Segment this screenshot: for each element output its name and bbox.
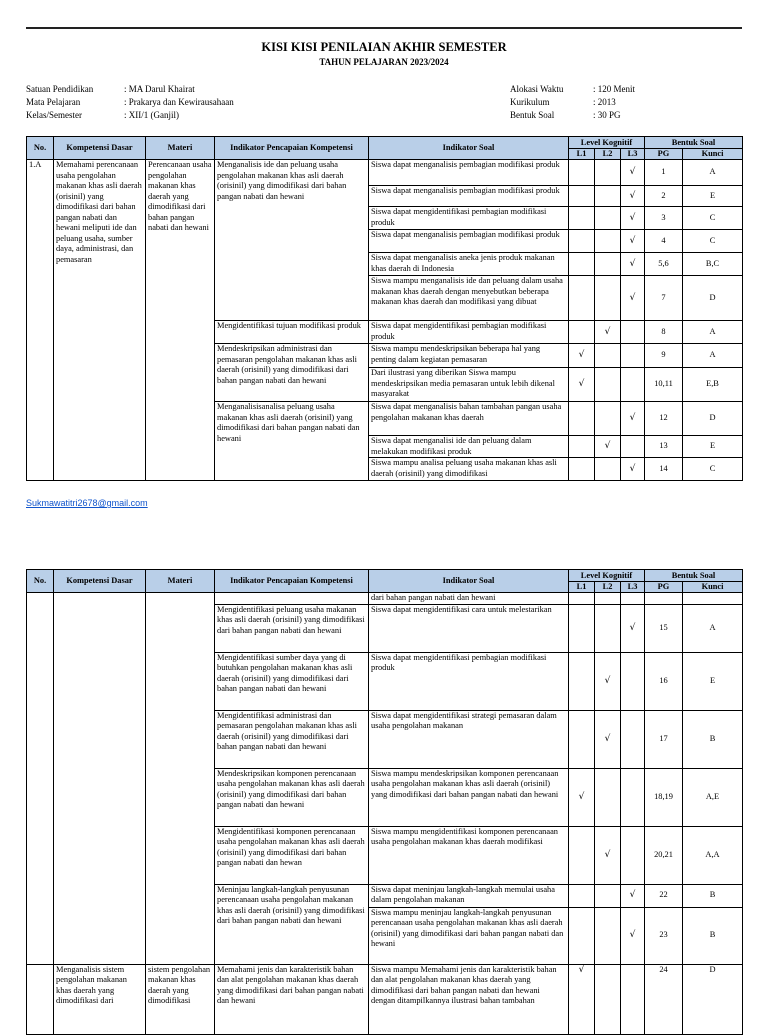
ipk-cell: Memahami jenis dan karakteristik bahan dan alat pengolahan makanan khas daerah yang dimodifikasi dari bahan pangan nabati dan hewani xyxy=(215,964,369,1034)
pg-cell: 8 xyxy=(645,321,683,344)
soal-cell: Siswa mampu mendeskripsikan komponen perencanaan usaha pengolahan makanan khas asli daerah (orisinil) yang dimodifikasi dari bahan pangan nabati dan hewani xyxy=(369,768,569,826)
l2-cell: √ xyxy=(595,652,621,710)
ipk-cell: Menganalisis ide dan peluang usaha pengolahan makanan khas asli daerah (orisinil) yang dimodifikasi dari bahan pangan nabati dan hewani xyxy=(215,160,369,321)
l1-cell xyxy=(569,884,595,907)
l1-cell xyxy=(569,207,595,230)
kunci-cell: A xyxy=(683,604,743,652)
header-kunci: Kunci xyxy=(683,149,743,160)
soal-cell: Siswa dapat mengidentifikasi pembagian modifikasi produk xyxy=(369,652,569,710)
kunci-cell: A,A xyxy=(683,826,743,884)
kompetensi-dasar-cell: Memahami perencanaan usaha pengolahan makanan khas asli daerah (orisinil) yang dimodifikasi dari bahan pangan nabati dan hewani meliputi ide dan peluang usaha, sumber daya, administrasi, dan pemasaran xyxy=(54,160,146,481)
l3-cell: √ xyxy=(621,207,645,230)
materi-cell xyxy=(146,593,215,965)
pg-cell: 3 xyxy=(645,207,683,230)
info-label: Kurikulum xyxy=(510,97,550,107)
kunci-cell: D xyxy=(683,276,743,321)
pg-cell: 4 xyxy=(645,230,683,253)
materi-cell: sistem pengolahan makanan khas daerah yang dimodifikasi xyxy=(146,964,215,1034)
l2-cell xyxy=(595,253,621,276)
kunci-cell xyxy=(683,593,743,605)
soal-continuation-cell: dari bahan pangan nabati dan hewani xyxy=(369,593,569,605)
l1-cell: √ xyxy=(569,368,595,402)
l3-cell: √ xyxy=(621,458,645,481)
l2-cell xyxy=(595,458,621,481)
pg-cell: 9 xyxy=(645,344,683,368)
l2-cell xyxy=(595,593,621,605)
pg-cell: 22 xyxy=(645,884,683,907)
kunci-cell: E xyxy=(683,436,743,458)
header-l1: L1 xyxy=(569,582,595,593)
pg-cell: 18,19 xyxy=(645,768,683,826)
l3-cell: √ xyxy=(621,402,645,436)
soal-cell: Siswa dapat meninjau langkah-langkah memulai usaha dalam pengolahan makanan xyxy=(369,884,569,907)
ipk-cell: Mengidentifikasi tujuan modifikasi produk xyxy=(215,321,369,344)
header-bentuk-soal: Bentuk Soal xyxy=(645,570,743,582)
kunci-cell: C xyxy=(683,230,743,253)
kunci-cell: C xyxy=(683,207,743,230)
l3-cell: √ xyxy=(621,253,645,276)
ipk-cell: Meninjau langkah-langkah penyusunan perencanaan usaha pengolahan makanan khas asli daerah (orisinil) yang dimodifikasi dari bahan pangan nabati dan hewani xyxy=(215,884,369,964)
l1-cell xyxy=(569,321,595,344)
soal-cell: Siswa mampu analisa peluang usaha makanan khas asli daerah (orisinil) yang dimodifikasi xyxy=(369,458,569,481)
info-value: : 2013 xyxy=(593,97,616,107)
document-title: KISI KISI PENILAIAN AKHIR SEMESTER xyxy=(261,40,507,54)
soal-cell: Siswa mampu mendeskripsikan beberapa hal yang penting dalam kegiatan pemasaran xyxy=(369,344,569,368)
header-indikator-soal: Indikator Soal xyxy=(369,137,569,160)
materi-cell: Perencanaan usaha pengolahan makanan khas daerah yang dimodifikasi dari bahan pangan nabati dan hewani xyxy=(146,160,215,481)
header-bentuk-soal: Bentuk Soal xyxy=(645,137,743,149)
l2-cell xyxy=(595,207,621,230)
header-materi: Materi xyxy=(146,570,215,593)
soal-cell: Siswa mampu meninjau langkah-langkah penyusunan perencanaan usaha pengolahan makanan khas asli daerah (orisinil) yang dimodifikasi dari bahan pangan nabati dan hewani xyxy=(369,907,569,964)
l1-cell xyxy=(569,604,595,652)
l1-cell: √ xyxy=(569,768,595,826)
l1-cell xyxy=(569,907,595,964)
info-label: Alokasi Waktu xyxy=(510,84,564,94)
ipk-cell: Mengidentifikasi sumber daya yang di butuhkan pengolahan makanan khas asli daerah (orisinil) yang dimodifikasi dari bahan pangan nabati dan hewani xyxy=(215,652,369,710)
pg-cell: 7 xyxy=(645,276,683,321)
info-value: : 120 Menit xyxy=(593,84,635,94)
kunci-cell: A,E xyxy=(683,768,743,826)
info-label: Mata Pelajaran xyxy=(26,97,81,107)
soal-cell: Siswa dapat menganalisis pembagian modifikasi produk xyxy=(369,160,569,186)
ipk-cell: Mendeskripsikan komponen perencanaan usaha pengolahan makanan khas asli daerah (orisinil) yang dimodifikasi dari bahan pangan nabati dan hewani xyxy=(215,768,369,826)
info-value: : 30 PG xyxy=(593,110,621,120)
header-kompetensi-dasar: Kompetensi Dasar xyxy=(54,570,146,593)
kisi-kisi-table-page-2 xyxy=(26,569,743,1035)
l3-cell xyxy=(621,826,645,884)
pg-cell: 24 xyxy=(645,964,683,1034)
pg-cell: 2 xyxy=(645,186,683,207)
info-value: : MA Darul Khairat xyxy=(124,84,195,94)
l2-cell xyxy=(595,907,621,964)
kunci-cell: C xyxy=(683,458,743,481)
header-indikator-soal: Indikator Soal xyxy=(369,570,569,593)
l3-cell xyxy=(621,768,645,826)
l2-cell xyxy=(595,276,621,321)
ipk-cell: Mengidentifikasi komponen perencanaan usaha pengolahan makanan khas asli daerah (orisinil) yang dimodifikasi dari bahan pangan nabati dan hewan xyxy=(215,826,369,884)
pg-cell: 20,21 xyxy=(645,826,683,884)
kunci-cell: E xyxy=(683,652,743,710)
l1-cell xyxy=(569,160,595,186)
l3-cell xyxy=(621,593,645,605)
l2-cell: √ xyxy=(595,826,621,884)
kunci-cell: D xyxy=(683,402,743,436)
pg-cell: 14 xyxy=(645,458,683,481)
info-label: Kelas/Semester xyxy=(26,110,82,120)
info-right xyxy=(510,83,635,122)
kunci-cell: A xyxy=(683,160,743,186)
l2-cell: √ xyxy=(595,321,621,344)
l3-cell: √ xyxy=(621,604,645,652)
pg-cell xyxy=(645,593,683,605)
ipk-cell: Mendeskripsikan administrasi dan pemasaran pengolahan makanan khas asli daerah (orisinil) yang dimodifikasi dari bahan pangan nabati dan hewani xyxy=(215,344,369,402)
l2-cell xyxy=(595,186,621,207)
pg-cell: 12 xyxy=(645,402,683,436)
pg-cell: 13 xyxy=(645,436,683,458)
info-label: Satuan Pendidikan xyxy=(26,84,94,94)
l3-cell: √ xyxy=(621,160,645,186)
kunci-cell: A xyxy=(683,344,743,368)
l2-cell xyxy=(595,230,621,253)
l1-cell xyxy=(569,826,595,884)
kunci-cell: E xyxy=(683,186,743,207)
l2-cell xyxy=(595,368,621,402)
l1-cell xyxy=(569,652,595,710)
header-indikator-pencapaian: Indikator Pencapaian Kompetensi xyxy=(215,570,369,593)
document-subtitle: TAHUN PELAJARAN 2023/2024 xyxy=(319,57,449,67)
header-kompetensi-dasar: Kompetensi Dasar xyxy=(54,137,146,160)
l3-cell xyxy=(621,321,645,344)
l2-cell: √ xyxy=(595,710,621,768)
l3-cell xyxy=(621,652,645,710)
top-rule xyxy=(26,27,742,29)
header-l2: L2 xyxy=(595,582,621,593)
soal-cell: Siswa mampu menganalisis ide dan peluang dalam usaha makanan khas daerah dengan menyebutkan beberapa makanan khas daerah dan modifikasi yang dibuat xyxy=(369,276,569,321)
soal-cell: Siswa dapat menganalisis bahan tambahan pangan usaha pengolahan makanan khas daerah xyxy=(369,402,569,436)
header-l2: L2 xyxy=(595,149,621,160)
l1-cell xyxy=(569,402,595,436)
pg-cell: 5,6 xyxy=(645,253,683,276)
l2-cell xyxy=(595,768,621,826)
l3-cell xyxy=(621,436,645,458)
l1-cell xyxy=(569,253,595,276)
l1-cell xyxy=(569,436,595,458)
l3-cell: √ xyxy=(621,884,645,907)
soal-cell: Siswa dapat mengidentifikasi strategi pemasaran dalam usaha pengolahan makanan xyxy=(369,710,569,768)
l1-cell xyxy=(569,593,595,605)
kompetensi-dasar-cell xyxy=(54,593,146,965)
kunci-cell: B xyxy=(683,710,743,768)
l1-cell xyxy=(569,230,595,253)
pg-cell: 17 xyxy=(645,710,683,768)
soal-cell: Siswa dapat menganalisi ide dan peluang dalam melakukan modifikasi produk xyxy=(369,436,569,458)
soal-cell: Siswa dapat menganalisis aneka jenis produk makanan khas daerah di Indonesia xyxy=(369,253,569,276)
header-level-kognitif: Level Kognitif xyxy=(569,570,645,582)
pg-cell: 16 xyxy=(645,652,683,710)
l3-cell: √ xyxy=(621,230,645,253)
pg-cell: 1 xyxy=(645,160,683,186)
kunci-cell: A xyxy=(683,321,743,344)
l2-cell xyxy=(595,160,621,186)
pg-cell: 23 xyxy=(645,907,683,964)
l1-cell xyxy=(569,186,595,207)
l1-cell: √ xyxy=(569,964,595,1034)
soal-cell: Siswa mampu Memahami jenis dan karakteristik bahan dan alat pengolahan makanan khas daerah yang dimodifikasi dari bahan pangan nabati dan hewani dengan ditampilkannya ilustrasi bahan tambahan xyxy=(369,964,569,1034)
l2-cell xyxy=(595,402,621,436)
ipk-cell: Mengidentifikasi administrasi dan pemasaran pengolahan makanan khas asli daerah (orisinil) yang dimodifikasi dari bahan pangan nabati dan hewani xyxy=(215,710,369,768)
soal-cell: Siswa dapat mengidentifikasi pembagian modifikasi produk xyxy=(369,321,569,344)
l3-cell: √ xyxy=(621,276,645,321)
info-left xyxy=(26,83,234,122)
info-value: : Prakarya dan Kewirausahaan xyxy=(124,97,234,107)
soal-cell: Siswa dapat mengidentifikasi pembagian modifikasi produk xyxy=(369,207,569,230)
soal-cell: Siswa dapat menganalisis pembagian modifikasi produk xyxy=(369,230,569,253)
l2-cell: √ xyxy=(595,436,621,458)
l3-cell xyxy=(621,368,645,402)
header-l3: L3 xyxy=(621,149,645,160)
info-label: Bentuk Soal xyxy=(510,110,555,120)
kunci-cell: E,B xyxy=(683,368,743,402)
l1-cell xyxy=(569,458,595,481)
l2-cell xyxy=(595,884,621,907)
header-kunci: Kunci xyxy=(683,582,743,593)
soal-cell: Siswa mampu mengidentifikasi komponen perencanaan usaha pengolahan makanan khas daerah modifikasi xyxy=(369,826,569,884)
l1-cell: √ xyxy=(569,344,595,368)
ipk-cell: Menganalisisanalisa peluang usaha makanan khas asli daerah (orisinil) yang dimodifikasi dari bahan pangan nabati dan hewani xyxy=(215,402,369,481)
ipk-cell: Mengidentifikasi peluang usaha makanan khas asli daerah (orisinil) yang dimodifikasi dari bahan pangan nabati dan hewani xyxy=(215,604,369,652)
header-no: No. xyxy=(27,137,54,160)
info-value: : XII/1 (Ganjil) xyxy=(124,110,179,120)
kisi-kisi-table-page-1 xyxy=(26,136,743,481)
soal-cell: Dari ilustrasi yang diberikan Siswa mampu mendeskripsikan media pemasaran untuk lebih dikenal masyarakat xyxy=(369,368,569,402)
header-indikator-pencapaian: Indikator Pencapaian Kompetensi xyxy=(215,137,369,160)
l1-cell xyxy=(569,276,595,321)
header-l1: L1 xyxy=(569,149,595,160)
header-no: No. xyxy=(27,570,54,593)
header-pg: PG xyxy=(645,149,683,160)
l3-cell: √ xyxy=(621,186,645,207)
ipk-cell xyxy=(215,593,369,605)
row-number: 1.A xyxy=(27,160,54,481)
kunci-cell: B xyxy=(683,884,743,907)
header-level-kognitif: Level Kognitif xyxy=(569,137,645,149)
header-pg: PG xyxy=(645,582,683,593)
kunci-cell: B xyxy=(683,907,743,964)
pg-cell: 15 xyxy=(645,604,683,652)
pg-cell: 10,11 xyxy=(645,368,683,402)
header-l3: L3 xyxy=(621,582,645,593)
l2-cell xyxy=(595,344,621,368)
header-materi: Materi xyxy=(146,137,215,160)
l1-cell xyxy=(569,710,595,768)
l3-cell: √ xyxy=(621,907,645,964)
l3-cell xyxy=(621,344,645,368)
l3-cell xyxy=(621,710,645,768)
soal-cell: Siswa dapat mengidentifikasi cara untuk melestarikan xyxy=(369,604,569,652)
soal-cell: Siswa dapat menganalisis pembagian modifikasi produk xyxy=(369,186,569,207)
kunci-cell: D xyxy=(683,964,743,1034)
l2-cell xyxy=(595,604,621,652)
kompetensi-dasar-cell: Menganalisis sistem pengolahan makanan khas daerah yang dimodifikasi dari xyxy=(54,964,146,1034)
kunci-cell: B,C xyxy=(683,253,743,276)
row-number xyxy=(27,593,54,965)
email-link[interactable]: Sukmawatitri2678@gmail.com xyxy=(26,498,148,508)
